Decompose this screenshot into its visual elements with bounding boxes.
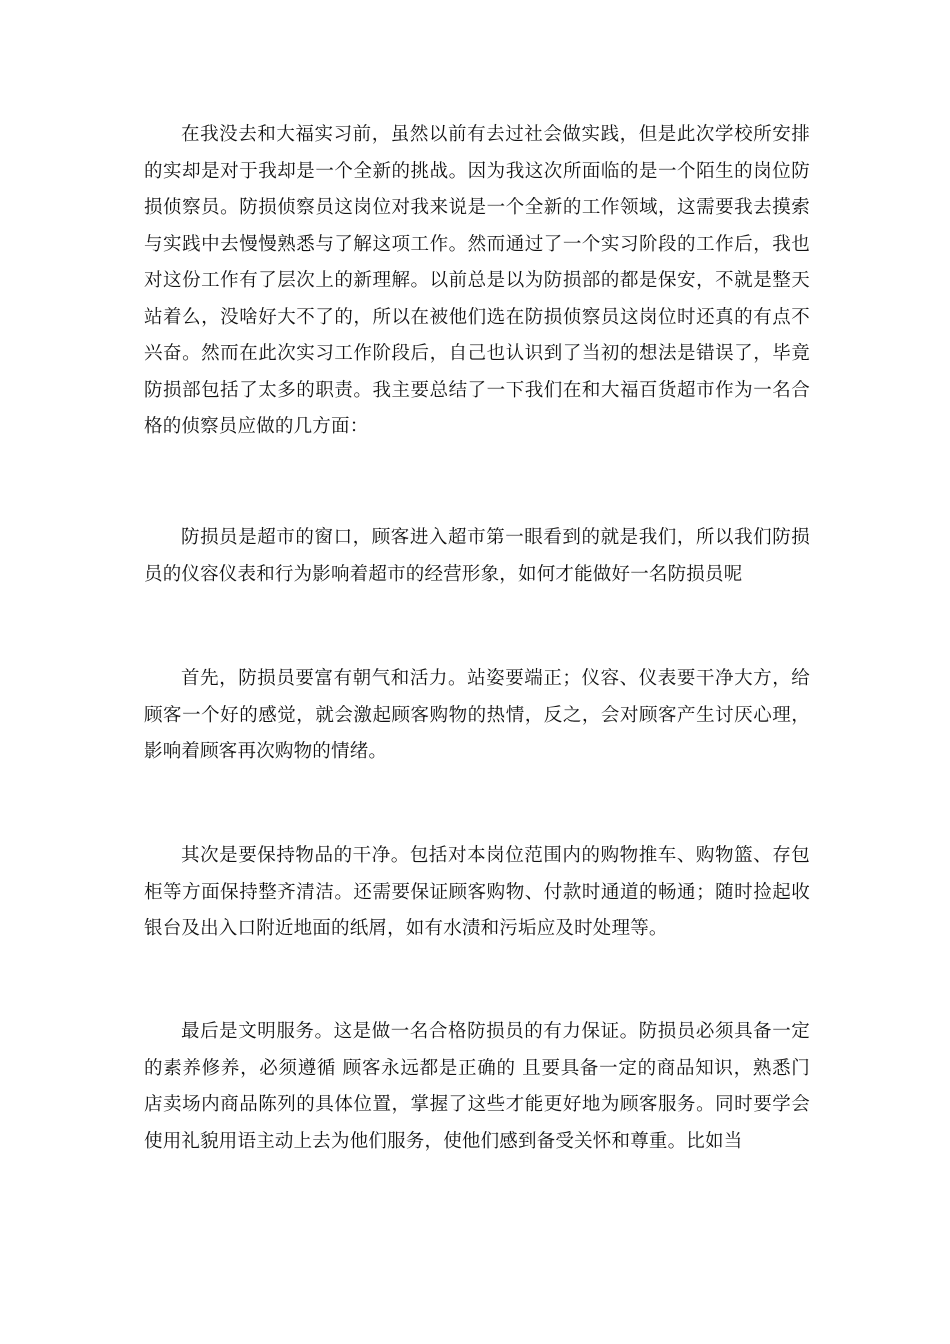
paragraph-second-point: 其次是要保持物品的干净。包括对本岗位范围内的购物推车、购物篮、存包柜等方面保持整齐清洁。还需要保证顾客购物、付款时通道的畅通；随时捡起收银台及出入口附近地面的纸屑，如有水渍和污垢应及时处理等。: [144, 845, 810, 939]
paragraph-role-description: 防损员是超市的窗口，顾客进入超市第一眼看到的就是我们，所以我们防损员的仪容仪表和行为影响着超市的经营形象，如何才能做好一名防损员呢: [144, 527, 810, 585]
paragraph-intro: 在我没去和大福实习前，虽然以前有去过社会做实践，但是此次学校所安排的实却是对于我却是一个全新的挑战。因为我这次所面临的是一个陌生的岗位防损侦察员。防损侦察员这岗位对我来说是一个全新的工作领域，这需要我去摸索与实践中去慢慢熟悉与了解这项工作。然而通过了一个实习阶段的工作后，我也对这份工作有了层次上的新理解。以前总是以为防损部的都是保安，不就是整天站着么，没啥好大不了的，所以在被他们选在防损侦察员这岗位时还真的有点不兴奋。然而在此次实习工作阶段后，自己也认识到了当初的想法是错误了，毕竟防损部包括了太多的职责。我主要总结了一下我们在和大福百货超市作为一名合格的侦察员应做的几方面：: [144, 124, 810, 437]
paragraph-final-point: 最后是文明服务。这是做一名合格防损员的有力保证。防损员必须具备一定的素养修养，必须遵循 顾客永远都是正确的 且要具备一定的商品知识，熟悉门店卖场内商品陈列的具体位置，掌握了这些才能更好地为顾客服务。同时要学会使用礼貌用语主动上去为他们服务，使他们感到备受关怀和尊重。比如当: [144, 1021, 810, 1152]
paragraph-first-point: 首先，防损员要富有朝气和活力。站姿要端正；仪容、仪表要干净大方，给顾客一个好的感觉，就会激起顾客购物的热情，反之，会对顾客产生讨厌心理，影响着顾客再次购物的情绪。: [144, 668, 810, 762]
